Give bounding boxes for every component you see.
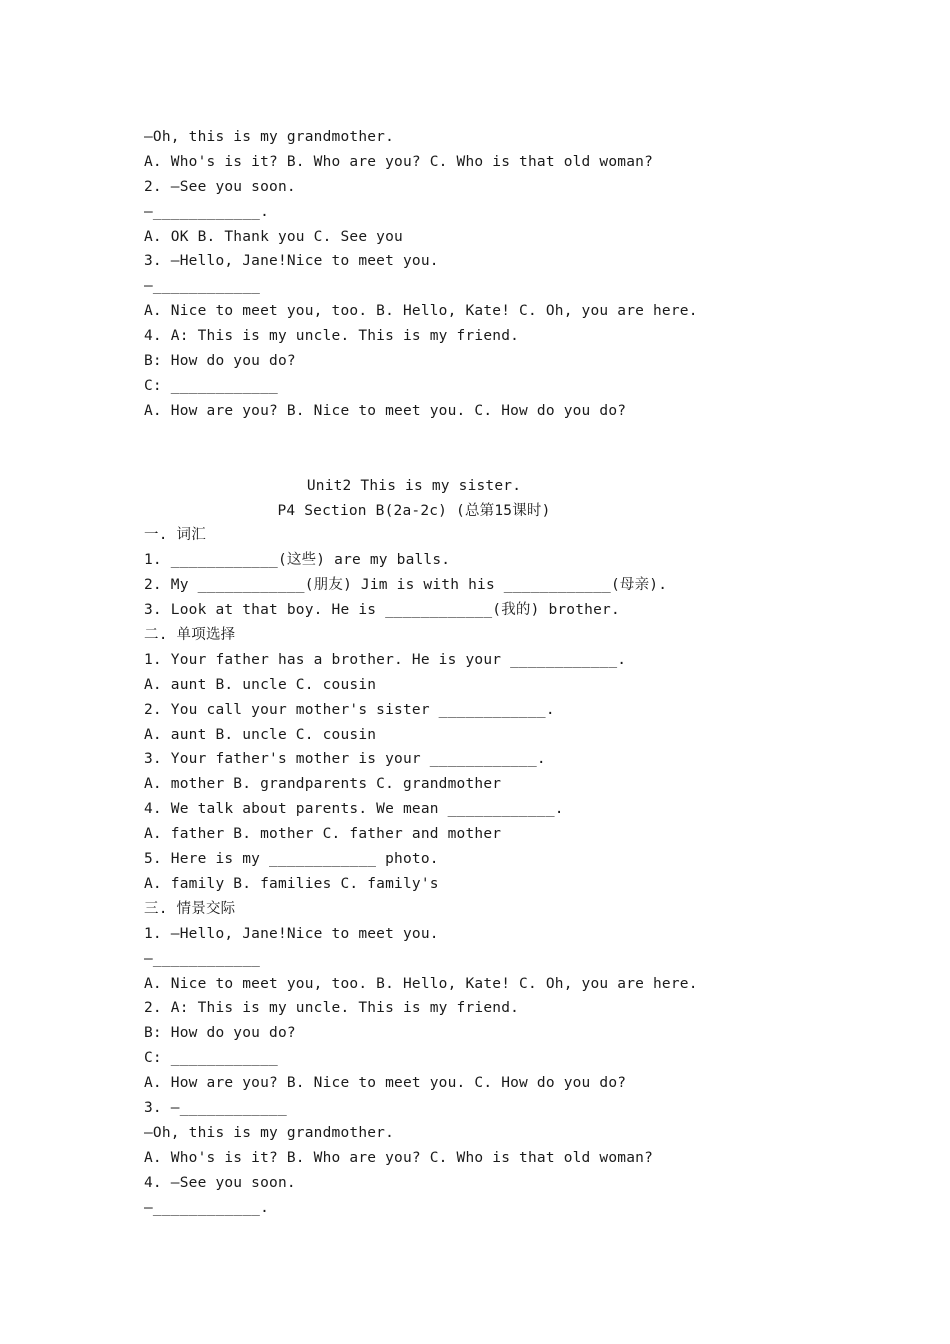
lesson-title: P4 Section B(2a-2c) (总第15课时) bbox=[277, 502, 551, 519]
text-line: A. family B. families C. family's bbox=[144, 875, 439, 892]
text-line: A. OK B. Thank you C. See you bbox=[144, 228, 403, 245]
text-line: C: ____________ bbox=[144, 1050, 278, 1067]
text-line: 1. —Hello, Jane!Nice to meet you. bbox=[144, 925, 439, 942]
text-line: B: How do you do? bbox=[144, 353, 296, 370]
text-line: 3. Look at that boy. He is ____________(我的) brother. bbox=[144, 602, 620, 619]
text-line: C: ____________ bbox=[144, 377, 278, 394]
lesson-exercise-section bbox=[144, 523, 824, 1220]
text-line: 3. Your father's mother is your ____________. bbox=[144, 751, 546, 768]
text-line: —____________. bbox=[144, 203, 270, 220]
text-line: A. Who's is it? B. Who are you? C. Who is that old woman? bbox=[144, 153, 653, 170]
text-line: 3. —____________ bbox=[144, 1099, 287, 1116]
text-line: A. Nice to meet you, too. B. Hello, Kate! C. Oh, you are here. bbox=[144, 975, 698, 992]
text-line: A. mother B. grandparents C. grandmother bbox=[144, 776, 502, 793]
text-line: 4. A: This is my uncle. This is my friend. bbox=[144, 328, 520, 345]
text-line: —____________ bbox=[144, 278, 261, 295]
text-line: 3. —Hello, Jane!Nice to meet you. bbox=[144, 253, 439, 270]
unit-title: Unit2 This is my sister. bbox=[306, 477, 522, 494]
text-line: A. aunt B. uncle C. cousin bbox=[144, 726, 377, 743]
text-line: 1. Your father has a brother. He is your ____________. bbox=[144, 651, 627, 668]
section-gap bbox=[144, 424, 824, 474]
previous-exercise-section bbox=[144, 125, 824, 424]
text-line: A. father B. mother C. father and mother bbox=[144, 826, 502, 843]
text-line: A. Nice to meet you, too. B. Hello, Kate! C. Oh, you are here. bbox=[144, 303, 698, 320]
text-line: 1. ____________(这些) are my balls. bbox=[144, 552, 451, 569]
text-line: —Oh, this is my grandmother. bbox=[144, 1124, 395, 1141]
text-line: 2. You call your mother's sister ____________. bbox=[144, 701, 555, 718]
text-line: —____________ bbox=[144, 950, 261, 967]
text-line: A. How are you? B. Nice to meet you. C. How do you do? bbox=[144, 1075, 627, 1092]
text-line: 4. We talk about parents. We mean ____________. bbox=[144, 801, 564, 818]
section-heading-choice: 二. 单项选择 bbox=[144, 627, 236, 644]
section-heading-vocabulary: 一. 词汇 bbox=[144, 527, 206, 544]
text-line: 2. My ____________(朋友) Jim is with his ____________(母亲). bbox=[144, 577, 668, 594]
text-line: 5. Here is my ____________ photo. bbox=[144, 851, 439, 868]
worksheet-page bbox=[144, 125, 824, 1220]
section-heading-dialogue: 三. 情景交际 bbox=[144, 900, 236, 917]
text-line: A. Who's is it? B. Who are you? C. Who is that old woman? bbox=[144, 1149, 653, 1166]
text-line: —____________. bbox=[144, 1199, 270, 1216]
text-line: 2. —See you soon. bbox=[144, 178, 296, 195]
text-line: A. aunt B. uncle C. cousin bbox=[144, 676, 377, 693]
text-line: A. How are you? B. Nice to meet you. C. How do you do? bbox=[144, 402, 627, 419]
text-line: 4. —See you soon. bbox=[144, 1174, 296, 1191]
text-line: —Oh, this is my grandmother. bbox=[144, 129, 395, 145]
text-line: B: How do you do? bbox=[144, 1025, 296, 1042]
text-line: 2. A: This is my uncle. This is my friend. bbox=[144, 1000, 520, 1017]
